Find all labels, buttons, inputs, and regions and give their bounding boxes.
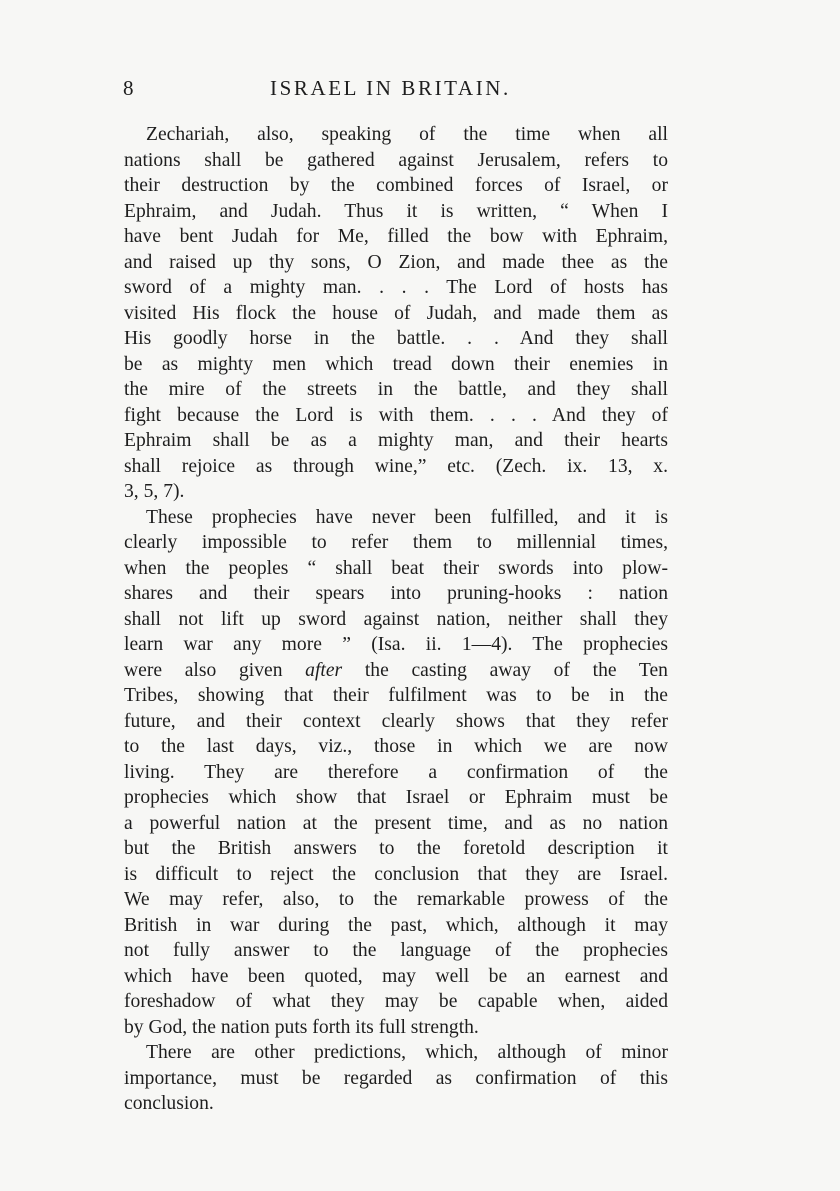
- text-line: His goodly horse in the battle. . . And they shall: [124, 328, 668, 349]
- text-line: when the peoples “ shall beat their swords into plow-: [124, 557, 668, 579]
- text-line: prophecies which show that Israel or Ephraim must be: [124, 787, 668, 808]
- body-text: [124, 122, 668, 1117]
- text-line-with-italic: [124, 658, 668, 684]
- text-line: and raised up thy sons, O Zion, and made thee as the: [124, 251, 668, 273]
- text-line: by God, the nation puts forth its full strength.: [124, 1016, 479, 1038]
- text-line: shall not lift up sword against nation, neither shall they: [124, 608, 668, 630]
- running-title: ISRAEL IN BRITAIN.: [270, 76, 511, 100]
- text-line: nations shall be gathered against Jerusalem, refers to: [124, 149, 668, 171]
- text-line: importance, must be regarded as confirmation of this: [124, 1067, 668, 1089]
- text-line: to the last days, viz., those in which we are now: [124, 736, 668, 757]
- text-line: shares and their spears into pruning-hooks : nation: [124, 583, 668, 604]
- text-line: a powerful nation at the present time, and as no nation: [124, 812, 668, 834]
- text-line: be as mighty men which tread down their enemies in: [124, 353, 668, 375]
- paragraph-zechariah: [124, 122, 668, 505]
- text-line: the mire of the streets in the battle, and they shall: [124, 379, 668, 400]
- text-line: These prophecies have never been fulfilled, and it is: [146, 506, 668, 528]
- italic-after: after: [305, 659, 343, 681]
- text-line: Ephraim shall be as a mighty man, and their hearts: [124, 430, 668, 451]
- text-line: Tribes, showing that their fulfilment was to be in the: [124, 685, 668, 706]
- text-line: have bent Judah for Me, filled the bow with Ephraim,: [124, 226, 668, 247]
- text-line: British in war during the past, which, although it may: [124, 914, 668, 936]
- text-line: Ephraim, and Judah. Thus it is written, “ When I: [124, 200, 668, 222]
- page-header: [0, 76, 840, 106]
- text-line: 3, 5, 7).: [124, 481, 185, 502]
- text-segment: were also given: [124, 659, 283, 681]
- text-line: visited His flock the house of Judah, and made them as: [124, 302, 668, 324]
- page-number: 8: [123, 76, 134, 100]
- text-segment: the casting away of the Ten: [364, 659, 668, 681]
- text-line: learn war any more ” (Isa. ii. 1—4). The prophecies: [124, 634, 668, 655]
- text-line: which have been quoted, may well be an earnest and: [124, 965, 668, 987]
- text-line: sword of a mighty man. . . . The Lord of hosts has: [124, 277, 668, 298]
- text-line: foreshadow of what they may be capable when, aided: [124, 991, 668, 1012]
- text-line: Zechariah, also, speaking of the time when all: [146, 124, 668, 145]
- text-line: fight because the Lord is with them. . . . And they of: [124, 404, 668, 426]
- text-line: There are other predictions, which, although of minor: [146, 1042, 668, 1063]
- text-line: their destruction by the combined forces of Israel, or: [124, 175, 668, 196]
- text-line: future, and their context clearly shows that they refer: [124, 710, 668, 732]
- paragraph-prophecies: [124, 505, 668, 1041]
- text-line: clearly impossible to refer them to millennial times,: [124, 532, 668, 553]
- text-line: is difficult to reject the conclusion that they are Israel.: [124, 863, 668, 885]
- text-line: We may refer, also, to the remarkable prowess of the: [124, 889, 668, 910]
- text-line: living. They are therefore a confirmation of the: [124, 761, 668, 783]
- paragraph-predictions: [124, 1040, 668, 1117]
- text-line: conclusion.: [124, 1093, 214, 1114]
- text-line: shall rejoice as through wine,” etc. (Zech. ix. 13, x.: [124, 455, 668, 477]
- text-line: but the British answers to the foretold description it: [124, 838, 668, 859]
- text-line: not fully answer to the language of the prophecies: [124, 940, 668, 961]
